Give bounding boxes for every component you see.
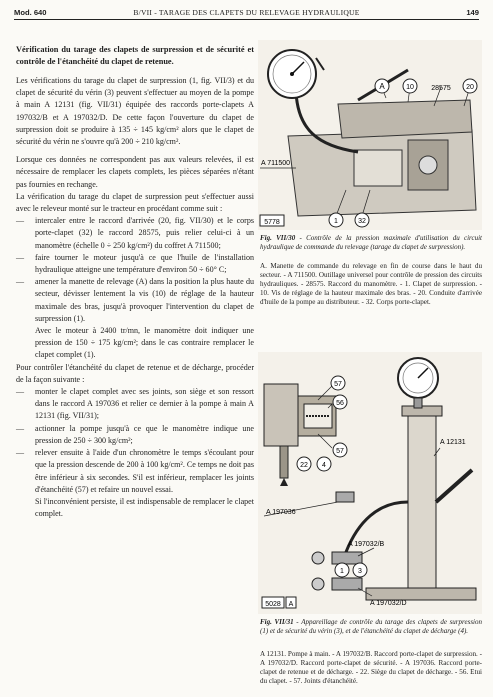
list-item: — actionner la pompe jusqu'à ce que le manomètre indique une pression de 250 ÷ 300 kg/cm²; bbox=[16, 423, 254, 445]
figure-ref bbox=[262, 597, 296, 608]
figure-vii-30-legend: A. Manette de commande du relevage en fin de course dans le haut du secteur. - A 711500. Outillage universel pour contrôle de pression des circuits hydrauliques. - 28575. Raccord du manomètre. - 1. Clapet de surpression. - 10. Vis de réglage de la hauteur maximale des bras. - 20. Conduite d'arrivée d'huile de la pompe au distributeur. - 32. Corps porte-clapet. bbox=[260, 262, 482, 306]
body-text-column bbox=[16, 44, 254, 520]
callout-22 bbox=[297, 457, 311, 471]
svg-text:20: 20 bbox=[466, 84, 474, 91]
section-heading: Vérification du tarage des clapets de surpression et de sécurité et contrôle de l'étanchéité du clapet de retenue. bbox=[16, 45, 254, 66]
svg-text:A 197036: A 197036 bbox=[266, 509, 296, 516]
svg-text:A 711500: A 711500 bbox=[261, 160, 291, 167]
procedure-list bbox=[16, 215, 254, 325]
paragraph: Avec le moteur à 2400 tr/mn, le manomètre doit indiquer une pression de 150 ÷ 175 kg/cm²; dans le cas contraire remplacer le clapet complet (1). bbox=[35, 326, 254, 360]
paragraph: Si l'inconvénient persiste, il est indispensable de remplacer le clapet complet. bbox=[35, 496, 254, 519]
figure-vii-30-illustration bbox=[258, 40, 482, 230]
callout-3 bbox=[353, 563, 367, 577]
svg-text:57: 57 bbox=[336, 448, 344, 455]
svg-text:22: 22 bbox=[300, 462, 308, 469]
svg-text:A 12131: A 12131 bbox=[440, 439, 466, 446]
section-title: B/VII - TARAGE DES CLAPETS DU RELEVAGE HYDRAULIQUE bbox=[133, 8, 360, 17]
svg-text:32: 32 bbox=[358, 218, 366, 225]
procedure-list bbox=[16, 386, 254, 496]
svg-text:A: A bbox=[379, 82, 385, 91]
svg-text:1: 1 bbox=[340, 568, 344, 575]
pressure-gauge-icon bbox=[268, 50, 316, 98]
svg-text:A: A bbox=[288, 601, 294, 608]
svg-text:10: 10 bbox=[406, 84, 414, 91]
paragraph: Pour contrôler l'étanchéité du clapet de retenue et de décharge, procéder de la façon suivante : bbox=[16, 362, 254, 384]
list-item: — intercaler entre le raccord d'arrivée (20, fig. VII/30) et le corps porte-clapet (32) le raccord 28575, puis relier celui-ci à un manomètre (échelle 0 ÷ 250 kg/cm²) du coffret A 711500; bbox=[16, 216, 254, 250]
svg-text:5778: 5778 bbox=[264, 219, 280, 226]
callout-1 bbox=[335, 563, 349, 577]
figure-vii-30-caption: Fig. VII/30 - Contrôle de la pression maximale d'utilisation du circuit hydraulique de commande du relevage (tarage du clapet de surpression). bbox=[260, 234, 482, 251]
callout-4 bbox=[317, 457, 331, 471]
model-label: Mod. 640 bbox=[14, 8, 47, 17]
list-item: — relever ensuite à l'aide d'un chronomètre le temps s'écoulant pour que la pression descende de 200 à 100 kg/cm². Ce temps ne doit pas être inférieur à six secondes. S'il est inférieur, remplacer les joints d'étanchéité (57) et refaire un nouvel essai. bbox=[16, 448, 254, 494]
paragraph: Lorsque ces données ne correspondent pas aux valeurs relevées, il est nécessaire de remplacer les clapets complets, les pièces séparées n'étant pas fournies en rechange. bbox=[16, 155, 254, 189]
pump-gauge-icon bbox=[398, 358, 438, 398]
svg-text:5028: 5028 bbox=[265, 601, 281, 608]
svg-text:56: 56 bbox=[336, 400, 344, 407]
svg-text:4: 4 bbox=[322, 462, 326, 469]
svg-text:28575: 28575 bbox=[431, 85, 451, 92]
svg-text:57: 57 bbox=[334, 381, 342, 388]
svg-text:1: 1 bbox=[334, 218, 338, 225]
paragraph: La vérification du tarage du clapet de surpression peut s'effectuer aussi avec le releveur monté sur le tracteur en procédant comme suit : bbox=[16, 191, 254, 214]
svg-text:A 197032/B: A 197032/B bbox=[348, 541, 385, 548]
svg-text:3: 3 bbox=[358, 568, 362, 575]
figure-vii-31-legend: A 12131. Pompe à main. - A 197032/B. Raccord porte-clapet de surpression. - A 197032/D. Raccord porte-clapet de sécurité. - A 197036. Raccord porte-clapet de retenue et de décharge. - 22. Siège du clapet de décharge. - 56. Etui du clapet. - 57. Joints d'étanchéité. bbox=[260, 650, 482, 685]
svg-text:A 197032/D: A 197032/D bbox=[370, 600, 407, 607]
paragraph: Les vérifications du tarage du clapet de surpression (1, fig. VII/3) et du clapet de sécurité du vérin (3) peuvent s'effectuer au moyen de la pompe à main A 12131 (fig. VII/31) équipée des raccords porte-clapets A 197032/B et A 197032/D. De cette façon l'ouverture du clapet de surpression doit se produire à 135 ÷ 145 kg/cm² alors que le clapet de sécurité du vérin ne s'ouvre qu'à 200 ÷ 210 kg/cm². bbox=[16, 76, 254, 147]
figure-vii-31-caption: Fig. VII/31 - Appareillage de contrôle du tarage des clapets de surpression (1) et de sécurité du vérin (3), et de l'étanchéité du clapet de décharge (4). bbox=[260, 618, 482, 635]
list-item: — amener la manette de relevage (A) dans la position la plus haute du secteur, dévisser lentement la vis (10) de réglage de la hauteur maximale des bras, jusqu'à provoquer l'intervention du clapet de surpression (1). bbox=[16, 277, 254, 323]
list-item: — faire tourner le moteur jusqu'à ce que l'huile de l'installation hydraulique atteigne une température d'environ 50 ÷ 60° C; bbox=[16, 252, 254, 275]
page-header bbox=[14, 6, 479, 20]
page-number: 149 bbox=[466, 8, 479, 17]
figure-ref bbox=[260, 215, 284, 226]
list-item: — monter le clapet complet avec ses joints, son siège et son ressort dans le raccord A 197036 et relier ce dernier à la pompe à main A 12131 (fig. VII/31); bbox=[16, 387, 254, 421]
header-rule bbox=[14, 19, 479, 20]
figure-vii-31-illustration bbox=[258, 352, 482, 614]
